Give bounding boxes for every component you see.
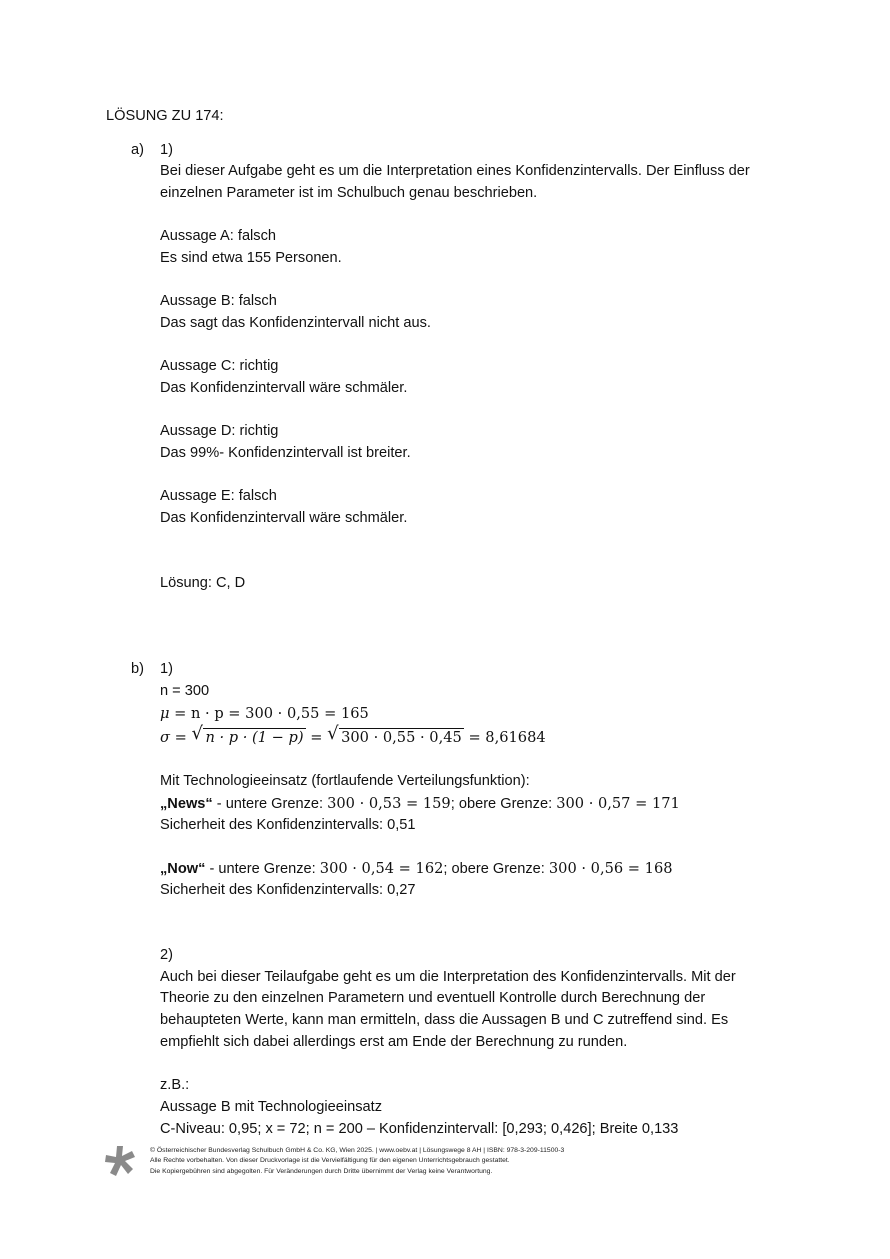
sqrt-numeric-argument: 300 · 0,55 · 0,45: [341, 729, 462, 746]
news-label: „News“: [160, 796, 213, 812]
statement-d-text: Das 99%- Konfidenzintervall ist breiter.: [160, 445, 411, 461]
sqrt-symbolic-argument: n · p · (1 − p): [205, 729, 304, 746]
part-b-sub2: 2): [160, 947, 173, 963]
statement-d-title: Aussage D: richtig: [160, 423, 279, 439]
mu-symbol: μ: [160, 705, 170, 722]
example-label: z.B.:: [160, 1077, 190, 1093]
footer-line2: Alle Rechte vorbehalten. Von dieser Druckvorlage ist die Vervielfältigung für den eigenen Unterrichtsgebrauch gestattet.: [150, 1157, 510, 1165]
statement-e-text: Das Konfidenzintervall wäre schmäler.: [160, 510, 408, 526]
part-b-paragraph-line3: behaupteten Werte, kann man ermitteln, dass die Aussagen B und C zutreffend sind. Es: [160, 1012, 729, 1028]
sigma-equals: =: [310, 729, 323, 746]
part-a-solution: Lösung: C, D: [160, 575, 246, 591]
now-label: „Now“: [160, 861, 206, 877]
statement-e-title: Aussage E: falsch: [160, 488, 277, 504]
now-safety: Sicherheit des Konfidenzintervalls: 0,27: [160, 882, 416, 898]
news-upper-text: ; obere Grenze:: [450, 796, 557, 812]
sigma-formula: [160, 723, 546, 749]
part-a-intro-line2: einzelnen Parameter ist im Schulbuch genau beschrieben.: [160, 185, 538, 201]
statement-c-title: Aussage C: richtig: [160, 358, 279, 374]
statement-c-text: Das Konfidenzintervall wäre schmäler.: [160, 380, 408, 396]
solution-heading: LÖSUNG ZU 174:: [106, 108, 224, 124]
part-b-paragraph-line1: Auch bei dieser Teilaufgabe geht es um die Interpretation des Konfidenzintervalls. Mit der: [160, 969, 736, 985]
statement-a-text: Es sind etwa 155 Personen.: [160, 250, 342, 266]
footer-line3: Die Kopiergebühren sind abgegolten. Für Veränderungen durch Dritte übernimmt der Verlag keine Verantwortung.: [150, 1167, 493, 1175]
part-a-marker: a): [131, 142, 144, 158]
sigma-result: = 8,61684: [468, 729, 546, 746]
sqrt-symbolic: √ n · p · (1 − p): [191, 723, 304, 746]
part-b-marker: b): [131, 661, 144, 677]
sample-size-line: n = 300: [160, 683, 210, 699]
news-line: [160, 793, 680, 816]
footer-line1: © Österreichischer Bundesverlag Schulbuch GmbH & Co. KG, Wien 2025. | www.oebv.at | Lösungswege 8 AH | ISBN: 978-3-209-11500-3: [150, 1147, 565, 1154]
statement-b-title: Aussage B: falsch: [160, 293, 277, 309]
copyright-footer: [150, 1146, 564, 1177]
now-lower-value: 300 · 0,54 = 162: [319, 860, 444, 877]
part-b-paragraph-line2: Theorie zu den einzelnen Parametern und eventuell Kontrolle durch Berechnung der: [160, 990, 706, 1006]
now-upper-value: 300 · 0,56 = 168: [548, 860, 673, 877]
statement-a-title: Aussage A: falsch: [160, 228, 277, 244]
news-lower-text: - untere Grenze:: [212, 796, 328, 812]
part-b-paragraph-line4: empfiehlt sich dabei allerdings erst am Ende der Berechnung zu runden.: [160, 1034, 628, 1050]
example-line2: C-Niveau: 0,95; x = 72; n = 200 – Konfidenzintervall: [0,293; 0,426]; Breite 0,133: [160, 1121, 679, 1137]
mu-formula: [160, 703, 369, 725]
now-upper-text: ; obere Grenze:: [443, 861, 549, 877]
statement-b-text: Das sagt das Konfidenzintervall nicht aus.: [160, 315, 431, 331]
sqrt-numeric: √ 300 · 0,55 · 0,45: [327, 723, 462, 746]
example-line1: Aussage B mit Technologieeinsatz: [160, 1099, 383, 1115]
news-safety: Sicherheit des Konfidenzintervalls: 0,51: [160, 817, 416, 833]
news-upper-value: 300 · 0,57 = 171: [556, 795, 680, 812]
part-b-sub1: 1): [160, 661, 173, 677]
part-a-intro-line1: Bei dieser Aufgabe geht es um die Interpretation eines Konfidenzintervalls. Der Einfluss der: [160, 163, 750, 179]
now-line: [160, 858, 673, 881]
mu-expression: = n · p = 300 · 0,55 = 165: [174, 705, 369, 722]
publisher-logo-icon: [104, 1145, 136, 1177]
part-a-sub1: 1): [160, 142, 173, 158]
now-lower-text: - untere Grenze:: [205, 861, 320, 877]
news-lower-value: 300 · 0,53 = 159: [327, 795, 451, 812]
technology-line: Mit Technologieeinsatz (fortlaufende Verteilungsfunktion):: [160, 773, 530, 789]
sigma-symbol: σ =: [160, 729, 187, 746]
